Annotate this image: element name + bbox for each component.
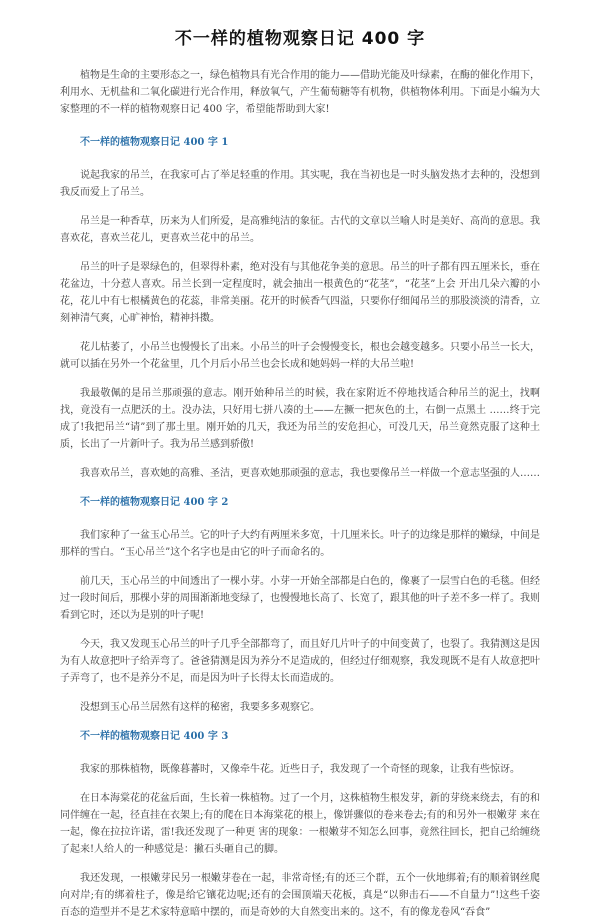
section-1-heading: 不一样的植物观察日记 400 字 1 (80, 137, 229, 148)
section-3-heading: 不一样的植物观察日记 400 字 3 (80, 731, 229, 742)
section-2-paragraph: 我们家种了一盆玉心吊兰。它的叶子大约有两厘米多宽，十几厘米长。叶子的边缘是那样的嫩绿，中间是那样的雪白。“玉心吊兰”这个名字也是由它的叶子而命名的。 (60, 530, 540, 558)
section-2-heading: 不一样的植物观察日记 400 字 2 (80, 497, 229, 508)
section-1-paragraph: 我喜欢吊兰，喜欢她的高雅、圣洁，更喜欢她那顽强的意志，我也要像吊兰一样做一个意志坚强的人…… (80, 468, 540, 479)
intro-paragraph: 植物是生命的主要形态之一，绿色植物具有光合作用的能力——借助光能及叶绿素，在酶的催化作用下，利用水、无机盐和二氧化碳进行光合作用，释放氧气，产生葡萄糖等有机物，供植物体利用。下面是小编为大家整理的不一样的植物观察日记 400 字，希望能帮助到大家! (60, 70, 540, 115)
section-2-paragraph: 前几天，玉心吊兰的中间透出了一棵小芽。小芽一开始全部都是白色的，像裹了一层雪白色的毛毯。但经过一段时间后，那棵小芽的周围渐渐地变绿了，也慢慢地长高了、长宽了，跟其他的叶子差不多一样了。我则看到它时，还以为是别的叶子呢! (60, 576, 540, 621)
section-1-paragraph: 花儿枯萎了，小吊兰也慢慢长了出来。小吊兰的叶子会慢慢变长，根也会越变越多。只要小吊兰一长大，就可以插在另外一个花盆里，几个月后小吊兰也会长成和她妈妈一样的大吊兰啦! (60, 342, 540, 370)
document-title: 不一样的植物观察日记 400 字 (174, 29, 426, 49)
section-1-paragraph: 吊兰的叶子是翠绿色的，但翠得朴素，绝对没有与其他花争美的意思。吊兰的叶子都有四五厘米长，垂在花盆边，十分惹人喜欢。吊兰长到一定程度时，就会抽出一根黄色的“花茎”，“花茎”上会 开出几朵六瓣的小花，花儿中有七根橘黄色的花蕊，非常美丽。花开的时候香气四溢，只要你仔细闻吊兰的那股淡淡的清香，立刻神清气爽，心旷神怡，精神抖擞。 (60, 262, 540, 324)
section-2-paragraph: 今天，我又发现玉心吊兰的叶子几乎全部都弯了，而且好几片叶子的中间变黄了，也裂了。我猜测这是因为有人故意把叶子给弄弯了。爸爸猜测是因为养分不足造成的，但经过仔细观察，我发现既不是有人故意把叶子弄弯了，也不是养分不足，而是因为叶子长得太长而造成的。 (60, 639, 540, 684)
section-3-paragraph: 我还发现，一根嫩芽民另一根嫩芽卷在一起，非常奇怪;有的还三个群，五个一伙地绑着;有的顺着钢丝爬向对岸;有的绑着柱子，像是给它镶花边呢;还有的会围顶端天花板，真是“以卵击石——不自量力”!这些千姿百态的造型并不是艺术家特意暗中摆的，而是奇妙的大自然变出来的。这不，有的像龙卷风“吞食” (60, 873, 540, 918)
section-1-paragraph: 吊兰是一种香草，历来为人们所爱，是高雅纯洁的象征。古代的文章以兰喻人时是美好、高尚的意思。我喜欢花，喜欢兰花儿，更喜欢兰花中的吊兰。 (60, 216, 540, 244)
section-2-paragraph: 没想到玉心吊兰居然有这样的秘密，我要多多观察它。 (80, 702, 320, 713)
section-1-paragraph: 我最敬佩的是吊兰那顽强的意志。刚开始种吊兰的时候，我在家附近不停地找适合种吊兰的泥土，找啊找，竟没有一点肥沃的土。没办法，只好用七拼八凑的土——左撅一把灰色的土，右倒一点黑土 ……终于完成了!我把吊兰“请”到了那土里。刚开始的几天，我还为吊兰的安危担心，可没几天，吊兰竟然克服了这种土质，长出了一片新叶子。我为吊兰感到骄傲! (60, 388, 540, 450)
section-3-paragraph: 在日本海棠花的花盆后面，生长着一株植物。过了一个月，这株植物生根发芽，新的芽绕来绕去，有的和同伴缠在一起，径直挂在衣架上;有的爬在日本海棠花的根上，像饼骤似的卷来卷去;有的和另外一根嫩芽 来在一起，像在拉拉许诺，雷!我还发现了一种更 害的现象：一根嫩芽不知怎么回事，竟然往回长，把自己给缠绕了起来!人给人的一种感觉是：撇石头砸自己的脚。 (60, 793, 540, 855)
section-3-paragraph: 我家的那株植物，既像暮蕃时，又像牵牛花。近些日子，我发现了一个奇怪的现象，让我有些惊讶。 (80, 764, 520, 775)
section-1-paragraph: 说起我家的吊兰，在我家可占了举足轻重的作用。其实呢，我在当初也是一时头脑发热才去种的，没想到我反而爱上了吊兰。 (60, 170, 540, 198)
